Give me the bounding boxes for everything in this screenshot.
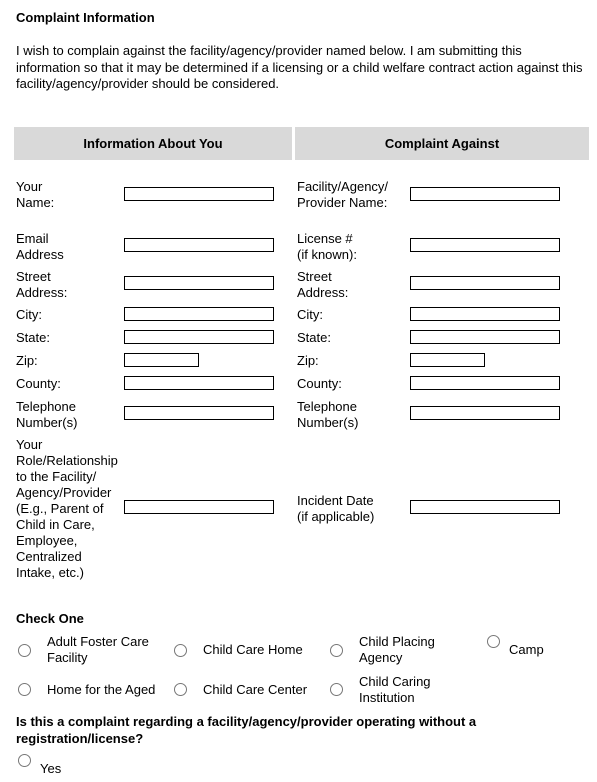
label-incident-date: Incident Date (if applicable) bbox=[297, 493, 375, 524]
label-facility-zip: Zip: bbox=[297, 353, 319, 368]
your-zip-input[interactable] bbox=[124, 353, 199, 367]
label-facility-street: Street Address: bbox=[297, 269, 349, 300]
label-telephone: Telephone Number(s) bbox=[16, 399, 78, 430]
unregistered-question: Is this a complaint regarding a facility/agency/provider operating without a registration/license? bbox=[16, 714, 477, 746]
label-street-address: Street Address: bbox=[16, 269, 68, 300]
facility-street-input[interactable] bbox=[410, 276, 560, 290]
facility-city-input[interactable] bbox=[410, 307, 560, 321]
your-county-input[interactable] bbox=[124, 376, 274, 390]
facility-zip-input[interactable] bbox=[410, 353, 485, 367]
option-child-care-center: Child Care Center bbox=[203, 682, 308, 697]
your-name-input[interactable] bbox=[124, 187, 274, 201]
label-role-relationship: Your Role/Relationship to the Facility/ Agency/Provider (E.g., Parent of Child in Care, Employee, Centralized Intake, etc.) bbox=[16, 437, 118, 580]
license-input[interactable] bbox=[410, 238, 560, 252]
header-information-about-you: Information About You bbox=[14, 127, 292, 160]
option-camp: Camp bbox=[509, 642, 544, 657]
option-child-caring-institution: Child Caring Institution bbox=[359, 674, 431, 705]
label-county: County: bbox=[16, 376, 61, 391]
label-facility-county: County: bbox=[297, 376, 342, 391]
facility-county-input[interactable] bbox=[410, 376, 560, 390]
facility-state-input[interactable] bbox=[410, 330, 560, 344]
your-email-input[interactable] bbox=[124, 238, 274, 252]
facility-name-input[interactable] bbox=[410, 187, 560, 201]
label-city: City: bbox=[16, 307, 42, 322]
option-child-care-home: Child Care Home bbox=[203, 642, 303, 657]
label-zip: Zip: bbox=[16, 353, 38, 368]
your-phone-input[interactable] bbox=[124, 406, 274, 420]
radio-child-care-center[interactable] bbox=[174, 683, 187, 696]
radio-adult-foster-care[interactable] bbox=[18, 644, 31, 657]
label-your-name: Your Name: bbox=[16, 179, 55, 210]
radio-child-placing-agency[interactable] bbox=[330, 644, 343, 657]
label-facility-name: Facility/Agency/ Provider Name: bbox=[297, 179, 389, 210]
intro-text: I wish to complain against the facility/agency/provider named below. I am submitting this information so that it may be determined if a licensing or a child welfare contract action against this facility/agency/provider should be considered. bbox=[16, 43, 583, 91]
radio-yes[interactable] bbox=[18, 754, 31, 767]
your-role-input[interactable] bbox=[124, 500, 274, 514]
label-facility-city: City: bbox=[297, 307, 323, 322]
section-title: Complaint Information bbox=[16, 10, 155, 25]
option-yes: Yes bbox=[40, 761, 62, 776]
header-complaint-against: Complaint Against bbox=[295, 127, 589, 160]
option-adult-foster-care: Adult Foster Care Facility bbox=[47, 634, 149, 665]
radio-camp[interactable] bbox=[487, 635, 500, 648]
your-street-input[interactable] bbox=[124, 276, 274, 290]
label-license: License # (if known): bbox=[297, 231, 357, 262]
label-facility-state: State: bbox=[297, 330, 331, 345]
label-email-address: Email Address bbox=[16, 231, 64, 262]
incident-date-input[interactable] bbox=[410, 500, 560, 514]
label-facility-telephone: Telephone Number(s) bbox=[297, 399, 359, 430]
check-one-label: Check One bbox=[16, 611, 84, 626]
your-state-input[interactable] bbox=[124, 330, 274, 344]
label-state: State: bbox=[16, 330, 50, 345]
option-home-for-the-aged: Home for the Aged bbox=[47, 682, 156, 697]
radio-child-care-home[interactable] bbox=[174, 644, 187, 657]
facility-phone-input[interactable] bbox=[410, 406, 560, 420]
option-child-placing-agency: Child Placing Agency bbox=[359, 634, 435, 665]
radio-child-caring-institution[interactable] bbox=[330, 683, 343, 696]
radio-home-for-the-aged[interactable] bbox=[18, 683, 31, 696]
your-city-input[interactable] bbox=[124, 307, 274, 321]
